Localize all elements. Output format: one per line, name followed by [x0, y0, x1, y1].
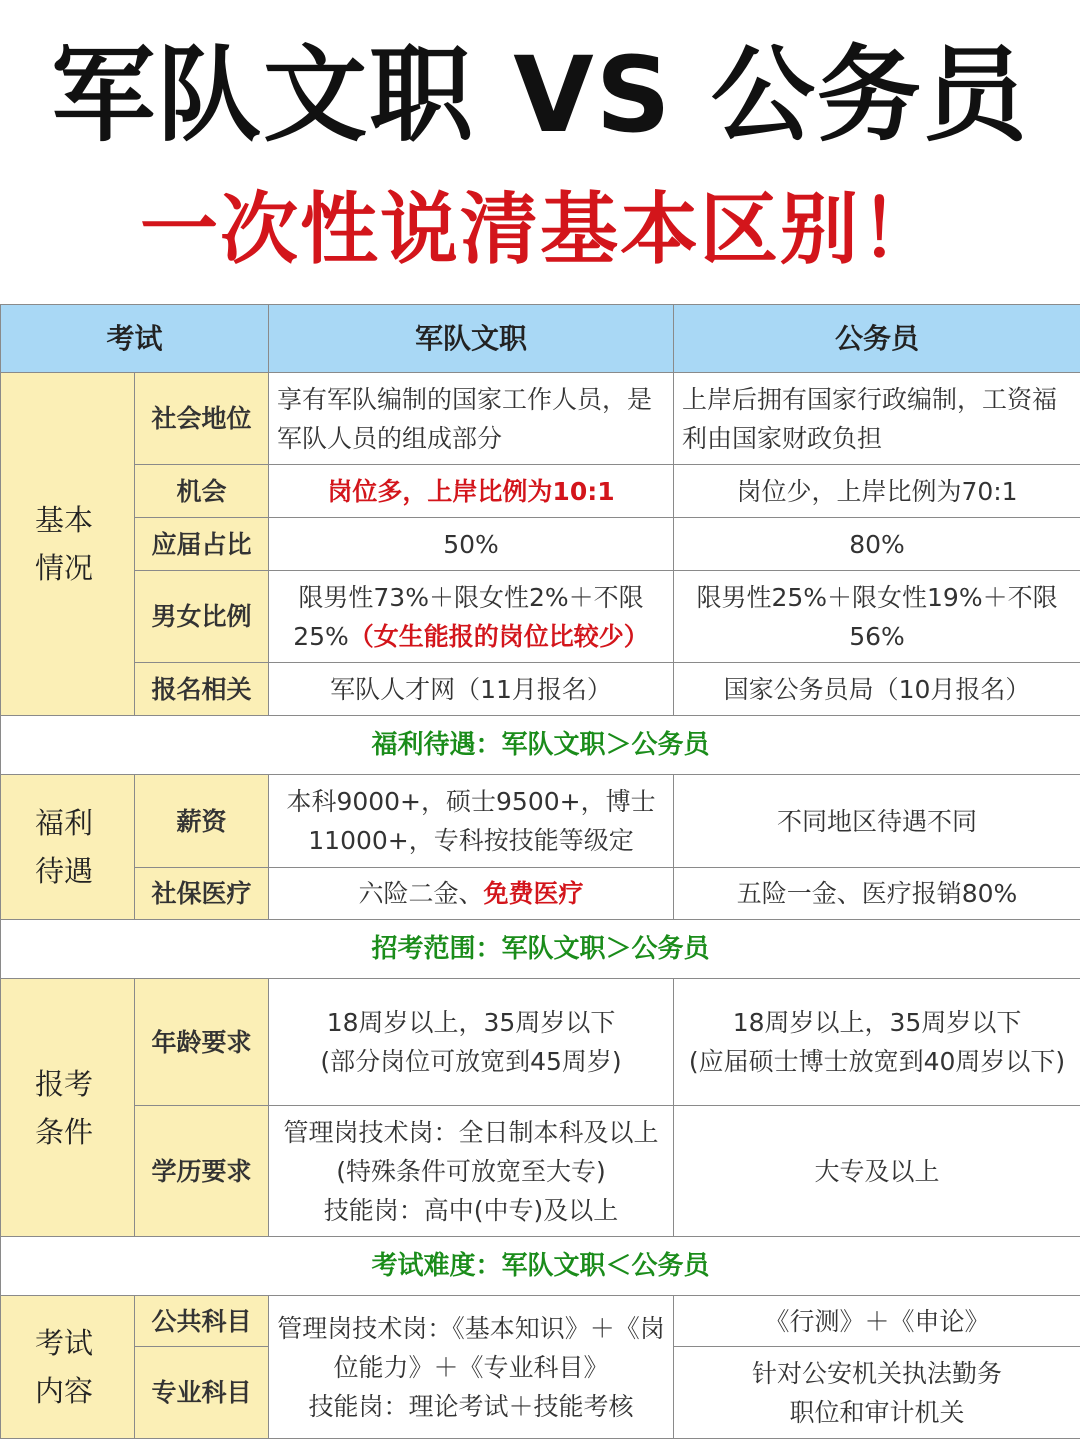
header-civil: 公务员 — [674, 305, 1080, 373]
row-label: 男女比例 — [135, 571, 269, 663]
category-basic: 基本 情况 — [1, 373, 135, 716]
category-conditions: 报考 条件 — [1, 979, 135, 1237]
table-row — [1, 465, 1080, 518]
free-medical-note: 免费医疗 — [483, 879, 584, 908]
insurance-text: 六险二金、 — [358, 879, 484, 908]
cell-civil: 80% — [674, 518, 1080, 571]
banner-welfare: 福利待遇：军队文职＞公务员 — [1, 716, 1080, 775]
category-content: 考试 内容 — [1, 1296, 135, 1439]
cell-military: 享有军队编制的国家工作人员，是军队人员的组成部分 — [269, 373, 674, 465]
row-label: 年龄要求 — [135, 979, 269, 1106]
cell-civil: 上岸后拥有国家行政编制，工资福利由国家财政负担 — [674, 373, 1080, 465]
cell-civil: 针对公安机关执法勤务 职位和审计机关 — [674, 1347, 1080, 1439]
table-row — [1, 571, 1080, 663]
gender-ratio-note: （女生能报的岗位比较少） — [348, 621, 649, 651]
table-row — [1, 775, 1080, 868]
cell-military: 岗位多，上岸比例为10:1 — [269, 465, 674, 518]
cell-military: 管理岗技术岗：《基本知识》＋《岗位能力》＋《专业科目》 技能岗：理论考试＋技能考核 — [269, 1296, 674, 1439]
row-label: 报名相关 — [135, 663, 269, 716]
cell-military: 本科9000+，硕士9500+，博士11000+，专科按技能等级定 — [269, 775, 674, 868]
row-label: 专业科目 — [135, 1347, 269, 1439]
cell-military: 18周岁以上，35周岁以下 (部分岗位可放宽到45周岁) — [269, 979, 674, 1106]
table-row — [1, 518, 1080, 571]
table-row — [1, 663, 1080, 716]
cell-civil: 18周岁以上，35周岁以下 (应届硕士博士放宽到40周岁以下) — [674, 979, 1080, 1106]
cell-civil: 大专及以上 — [674, 1106, 1080, 1237]
cell-military: 50% — [269, 518, 674, 571]
row-label: 机会 — [135, 465, 269, 518]
cell-military: 管理岗技术岗：全日制本科及以上(特殊条件可放宽至大专) 技能岗：高中(中专)及以上 — [269, 1106, 674, 1237]
banner-difficulty: 考试难度：军队文职＜公务员 — [1, 1237, 1080, 1296]
row-label: 应届占比 — [135, 518, 269, 571]
section-banner — [1, 920, 1080, 979]
row-label: 社保医疗 — [135, 868, 269, 920]
header-military: 军队文职 — [269, 305, 674, 373]
comparison-table — [0, 304, 1080, 1439]
cell-civil: 限男性25%＋限女性19%＋不限56% — [674, 571, 1080, 663]
cell-civil: 不同地区待遇不同 — [674, 775, 1080, 868]
cell-civil: 五险一金、医疗报销80% — [674, 868, 1080, 920]
gender-ratio-text: 限男性73%＋限女性2%＋不限25% — [293, 582, 644, 651]
cell-military — [269, 571, 674, 663]
table-row — [1, 979, 1080, 1106]
header-exam: 考试 — [1, 305, 269, 373]
section-banner — [1, 1237, 1080, 1296]
table-row — [1, 1296, 1080, 1347]
page-title: 军队文职 VS 公务员 — [51, 34, 1029, 156]
row-label: 公共科目 — [135, 1296, 269, 1347]
cell-civil: 《行测》＋《申论》 — [674, 1296, 1080, 1347]
cell-civil: 国家公务员局（10月报名） — [674, 663, 1080, 716]
table-row — [1, 1106, 1080, 1237]
row-label: 社会地位 — [135, 373, 269, 465]
table-row — [1, 868, 1080, 920]
cell-civil: 岗位少，上岸比例为70:1 — [674, 465, 1080, 518]
section-banner — [1, 716, 1080, 775]
row-label: 学历要求 — [135, 1106, 269, 1237]
cell-military — [269, 868, 674, 920]
table-row — [1, 373, 1080, 465]
banner-scope: 招考范围：军队文职＞公务员 — [1, 920, 1080, 979]
page-subtitle: 一次性说清基本区别！ — [139, 185, 940, 275]
cell-military: 军队人才网（11月报名） — [269, 663, 674, 716]
row-label: 薪资 — [135, 775, 269, 868]
category-welfare: 福利 待遇 — [1, 775, 135, 920]
table-header-row — [1, 305, 1080, 373]
